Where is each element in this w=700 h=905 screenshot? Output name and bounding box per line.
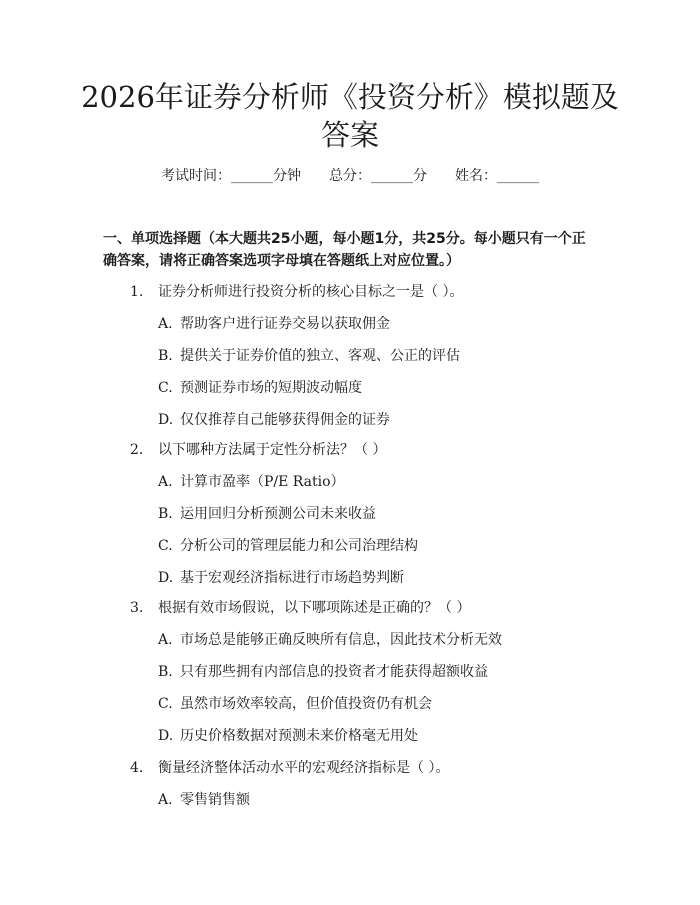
question-number: 3. bbox=[130, 600, 144, 616]
question-3-option-c bbox=[158, 694, 598, 714]
option-text: 市场总是能够正确反映所有信息，因此技术分析无效 bbox=[180, 632, 502, 648]
question-4 bbox=[130, 758, 600, 778]
question-3-option-d bbox=[158, 726, 598, 746]
question-1-option-c bbox=[158, 378, 598, 398]
question-text: 衡量经济整体活动水平的宏观经济指标是（ ）。 bbox=[158, 760, 450, 776]
question-4-option-a bbox=[158, 790, 598, 810]
question-number: 2. bbox=[130, 442, 144, 458]
question-3-option-a bbox=[158, 630, 598, 650]
question-1-option-d bbox=[158, 410, 598, 430]
option-letter: D. bbox=[158, 728, 174, 744]
option-letter: C. bbox=[158, 696, 173, 712]
question-text: 证券分析师进行投资分析的核心目标之一是（ ）。 bbox=[158, 284, 464, 300]
name-field: 姓名：______ bbox=[455, 168, 539, 184]
question-1 bbox=[130, 282, 600, 302]
total-score-field: 总分：______分 bbox=[329, 168, 427, 184]
option-letter: B. bbox=[158, 506, 173, 522]
question-2-option-c bbox=[158, 536, 598, 556]
question-1-option-a bbox=[158, 314, 598, 334]
option-text: 基于宏观经济指标进行市场趋势判断 bbox=[180, 570, 404, 586]
option-letter: D. bbox=[158, 570, 174, 586]
option-text: 分析公司的管理层能力和公司治理结构 bbox=[180, 538, 418, 554]
question-2-option-a bbox=[158, 472, 598, 492]
option-letter: A. bbox=[158, 632, 173, 648]
option-letter: A. bbox=[158, 792, 173, 808]
option-letter: D. bbox=[158, 412, 174, 428]
option-text: 历史价格数据对预测未来价格毫无用处 bbox=[180, 728, 418, 744]
option-text: 帮助客户进行证券交易以获取佣金 bbox=[180, 316, 390, 332]
question-3-option-b bbox=[158, 662, 598, 682]
section-heading: 一、单项选择题（本大题共25小题，每小题1分，共25分。每小题只有一个正确答案，请将正确答案选项字母填在答题纸上对应位置。） bbox=[103, 231, 586, 269]
option-letter: A. bbox=[158, 316, 173, 332]
exam-info-line bbox=[0, 166, 700, 186]
option-text: 提供关于证券价值的独立、客观、公正的评估 bbox=[180, 348, 460, 364]
option-letter: C. bbox=[158, 538, 173, 554]
option-letter: B. bbox=[158, 664, 173, 680]
option-letter: A. bbox=[158, 474, 173, 490]
option-letter: B. bbox=[158, 348, 173, 364]
question-1-option-b bbox=[158, 346, 598, 366]
question-2-option-d bbox=[158, 568, 598, 588]
page-title: 2026年证券分析师《投资分析》模拟题及答案 bbox=[81, 80, 619, 152]
question-3 bbox=[130, 598, 600, 618]
option-text: 零售销售额 bbox=[180, 792, 250, 808]
question-text: 根据有效市场假说，以下哪项陈述是正确的？（ ） bbox=[158, 600, 471, 616]
question-text: 以下哪种方法属于定性分析法？（ ） bbox=[158, 442, 387, 458]
option-text: 计算市盈率（P/E Ratio） bbox=[180, 474, 345, 490]
option-text: 运用回归分析预测公司未来收益 bbox=[180, 506, 376, 522]
option-text: 虽然市场效率较高，但价值投资仍有机会 bbox=[180, 696, 432, 712]
question-number: 4. bbox=[130, 760, 144, 776]
option-text: 仅仅推荐自己能够获得佣金的证券 bbox=[180, 412, 390, 428]
exam-time-field: 考试时间：______分钟 bbox=[161, 168, 301, 184]
option-text: 预测证券市场的短期波动幅度 bbox=[180, 380, 362, 396]
option-letter: C. bbox=[158, 380, 173, 396]
question-2-option-b bbox=[158, 504, 598, 524]
option-text: 只有那些拥有内部信息的投资者才能获得超额收益 bbox=[180, 664, 488, 680]
question-number: 1. bbox=[130, 284, 144, 300]
question-2 bbox=[130, 440, 600, 460]
